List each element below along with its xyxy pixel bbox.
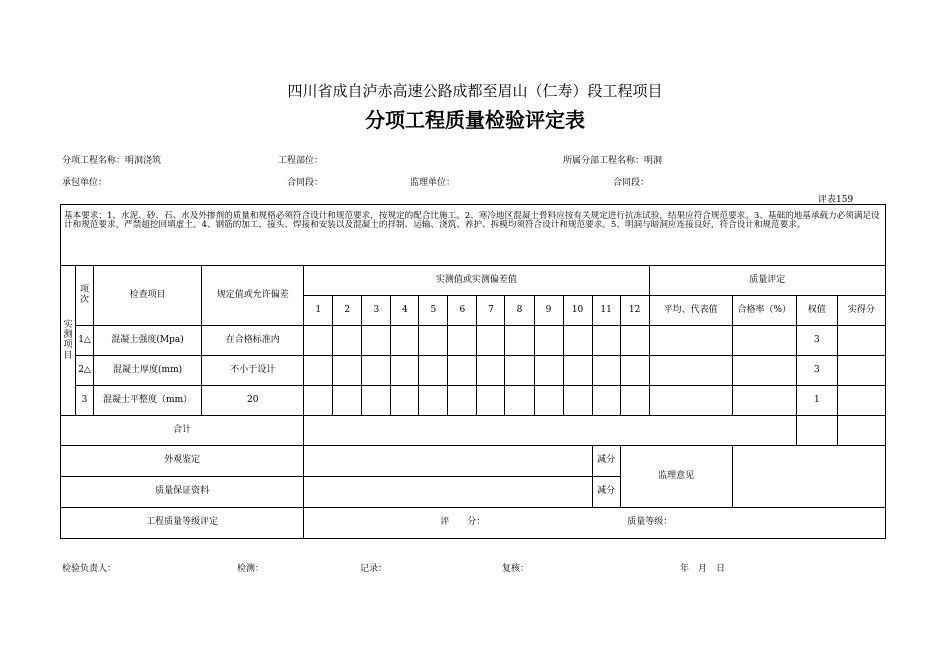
item-name: 混凝土厚度(mm) xyxy=(94,356,202,386)
average-header: 平均、代表值 xyxy=(649,296,732,326)
item-weight: 1 xyxy=(796,386,837,416)
testing-label: 检测： xyxy=(237,564,265,574)
item-no: 3 xyxy=(76,386,94,416)
point-number: 3 xyxy=(362,296,391,326)
point-number: 2 xyxy=(333,296,362,326)
contractor-label: 承包单位： xyxy=(62,178,108,188)
table-row xyxy=(61,356,886,386)
supervision-opinion-label: 监理意见 xyxy=(620,446,732,508)
contract-section-label-2: 合同段： xyxy=(613,178,650,188)
quality-docs-label: 质量保证资料 xyxy=(61,477,304,508)
table-row xyxy=(61,386,886,416)
deduction-label: 减分 xyxy=(592,477,620,508)
quality-grade-text: 质量等级： xyxy=(627,517,673,527)
point-number: 11 xyxy=(592,296,620,326)
measured-items-label: 实测项目 xyxy=(61,266,76,416)
appearance-label: 外观鉴定 xyxy=(61,446,304,477)
point-number: 1 xyxy=(304,296,333,326)
item-name: 混凝土强度(Mpa) xyxy=(94,326,202,356)
supervisor-label: 监理单位： xyxy=(410,178,456,188)
item-no: 2△ xyxy=(76,356,94,386)
contract-section-label-1: 合同段： xyxy=(287,178,324,188)
point-number: 12 xyxy=(620,296,649,326)
total-label: 合计 xyxy=(61,416,304,446)
point-number: 9 xyxy=(534,296,563,326)
item-no-header: 项次 xyxy=(76,266,94,326)
deduction-label: 减分 xyxy=(592,446,620,477)
page-title: 分项工程质量检验评定表 xyxy=(365,108,585,132)
quality-assessment-header: 质量评定 xyxy=(649,266,885,296)
item-spec: 在合格标准内 xyxy=(202,326,304,356)
item-spec: 不小于设计 xyxy=(202,356,304,386)
point-number: 6 xyxy=(448,296,477,326)
point-number: 10 xyxy=(563,296,592,326)
item-weight: 3 xyxy=(796,326,837,356)
basic-requirements: 基本要求：1、水泥、砂、石、水及外掺剂的质量和规格必须符合设计和规范要求，按规定的配合比施工。2、寒冷地区混凝土骨料应按有关规定进行抗冻试验，结果应符合规范要求。3、基础的地基承载力必须满足设计和规范要求，严禁超挖回填虚土。4、钢筋的加工、接头、焊接和安装以及混凝土的拌制、运输、浇筑、养护、拆模均须符合设计和规范要求。5、明洞与暗洞应连接良好，符合设计和规范要求。 xyxy=(61,205,886,266)
score-text: 评 分： xyxy=(440,517,486,527)
date-label: 年 月 日 xyxy=(680,564,726,574)
check-item-header: 检查项目 xyxy=(94,266,202,326)
point-number: 7 xyxy=(477,296,505,326)
weight-header: 权值 xyxy=(796,296,837,326)
evaluation-table xyxy=(60,204,886,539)
item-spec: 20 xyxy=(202,386,304,416)
total-row xyxy=(61,416,886,446)
pass-rate-header: 合格率（%） xyxy=(732,296,796,326)
review-label: 复核： xyxy=(502,564,530,574)
point-number: 5 xyxy=(419,296,448,326)
location-label: 工程部位： xyxy=(278,156,324,166)
form-number: 评表159 xyxy=(818,195,854,205)
spec-header: 规定值或允许偏差 xyxy=(202,266,304,326)
table-row xyxy=(61,326,886,356)
item-weight: 3 xyxy=(796,356,837,386)
point-number: 8 xyxy=(505,296,534,326)
inspector-label: 检验负责人： xyxy=(62,564,117,574)
project-subtitle: 四川省成自泸赤高速公路成都至眉山（仁寿）段工程项目 xyxy=(287,82,663,100)
item-name: 混凝土平整度（mm） xyxy=(94,386,202,416)
grade-evaluation-label: 工程质量等级评定 xyxy=(61,508,304,539)
measured-values-header: 实测值或实测偏差值 xyxy=(304,266,649,296)
subproject-name: 分项工程名称：明洞浇筑 xyxy=(62,156,162,166)
score-header: 实得分 xyxy=(837,296,885,326)
division-name: 所属分部工程名称：明洞 xyxy=(563,156,663,166)
item-no: 1△ xyxy=(76,326,94,356)
record-label: 记录： xyxy=(360,564,388,574)
point-number: 4 xyxy=(391,296,419,326)
